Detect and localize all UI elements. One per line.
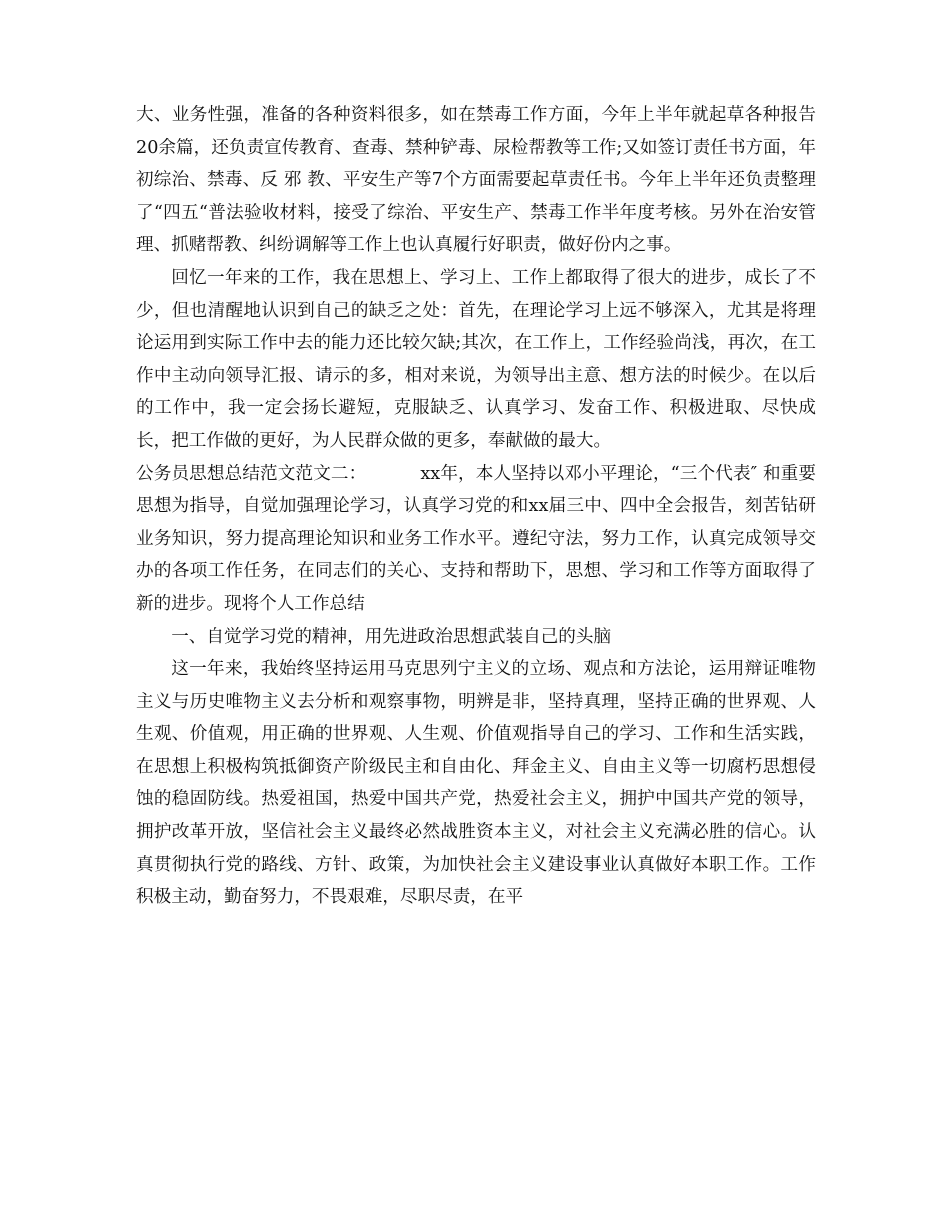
section-heading: 公务员思想总结范文范文二：: [136, 463, 367, 484]
paragraph-3: [136, 458, 816, 621]
paragraph-2: 回忆一年来的工作，我在思想上、学习上、工作上都取得了很大的进步，成长了不少，但也清醒地认识到自己的缺乏之处：首先，在理论学习上远不够深入，尤其是将理论运用到实际工作中去的能力还比较欠缺;其次，在工作上，工作经验尚浅，再次，在工作中主动向领导汇报、请示的多，相对来说，为领导出主意、想方法的时候少。在以后的工作中，我一定会扬长避短，克服缺乏、认真学习、发奋工作、积极进取、尽快成长，把工作做的更好，为人民群众做的更多，奉献做的最大。: [136, 267, 816, 451]
paragraph-5: 这一年来，我始终坚持运用马克思列宁主义的立场、观点和方法论，运用辩证唯物主义与历史唯物主义去分析和观察事物，明辨是非，坚持真理，坚持正确的世界观、人生观、价值观，用正确的世界观、人生观、价值观指导自己的学习、工作和生活实践，在思想上积极构筑抵御资产阶级民主和自由化、拜金主义、自由主义等一切腐朽思想侵蚀的稳固防线。热爱祖国，热爱中国共产党，热爱社会主义，拥护中国共产党的领导，拥护改革开放，坚信社会主义最终必然战胜资本主义，对社会主义充满必胜的信心。认真贯彻执行党的路线、方针、政策，为加快社会主义建设事业认真做好本职工作。工作积极主动，勤奋努力，不畏艰难，尽职尽责，在平: [136, 659, 816, 908]
paragraph-4: 一、自觉学习党的精神，用先进政治思想武装自己的头脑: [171, 626, 612, 647]
document-body: [136, 99, 816, 914]
paragraph-1: 大、业务性强，准备的各种资料很多，如在禁毒工作方面，今年上半年就起草各种报告20余篇，还负责宣传教育、查毒、禁种铲毒、尿检帮教等工作;又如签订责任书方面，年初综治、禁毒、反 邪 教、平安生产等7个方面需要起草责任书。今年上半年还负责整理了“四五“普法验收材料，接受了综治、平安生产、禁毒工作半年度考核。另外在治安管理、抓赌帮教、纠纷调解等工作上也认真履行好职责，做好份内之事。: [136, 105, 816, 256]
paragraph-3-text: xx年，本人坚持以邓小平理论，“三个代表″ 和重要思想为指导，自觉加强理论学习，认真学习党的和xx届三中、四中全会报告，刻苦钻研业务知识，努力提高理论知识和业务工作水平。遵纪守法，努力工作，认真完成领导交办的各项工作任务，在同志们的关心、支持和帮助下，思想、学习和工作等方面取得了新的进步。现将个人工作总结: [136, 463, 816, 614]
